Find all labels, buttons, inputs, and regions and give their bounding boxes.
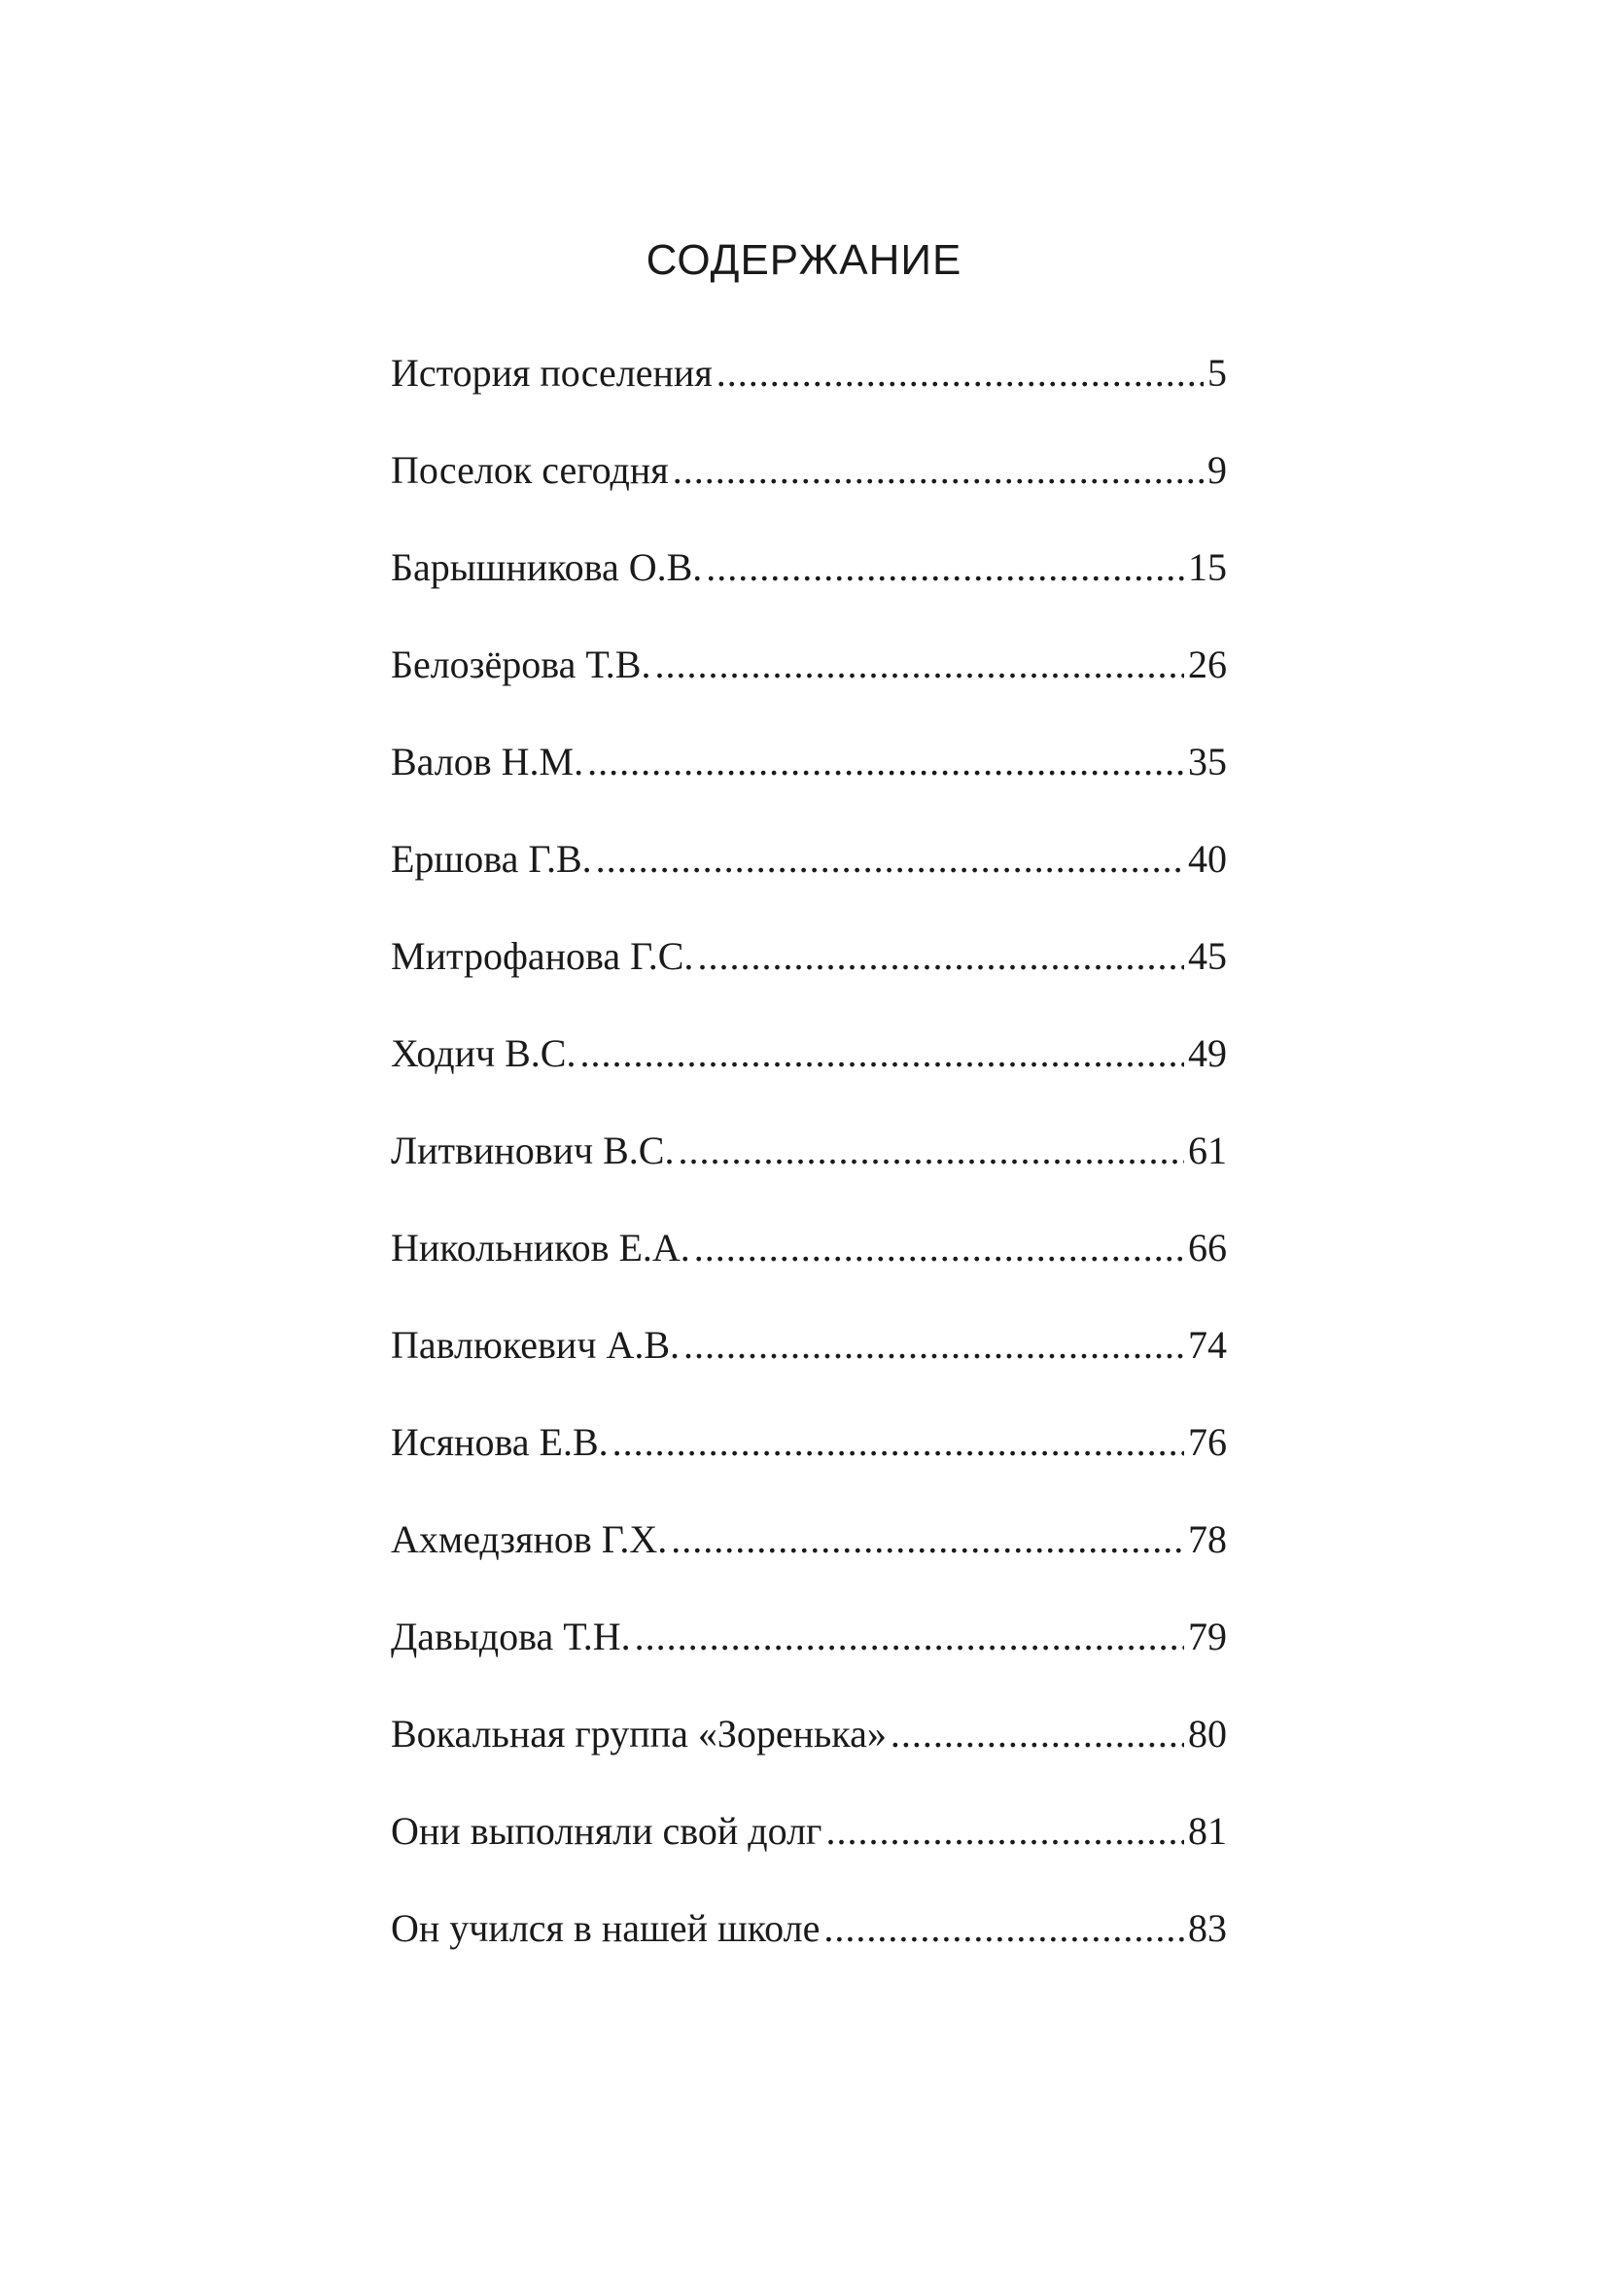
toc-entry-page: 79 xyxy=(1188,1615,1227,1658)
dot-leader xyxy=(596,830,1184,888)
toc-entry-page: 15 xyxy=(1188,545,1227,589)
toc-entry-label: Он учился в нашей школе xyxy=(391,1906,821,1950)
toc-entry[interactable] xyxy=(391,830,1227,927)
toc-entry[interactable] xyxy=(391,636,1227,733)
toc-entry-label: Поселок сегодня xyxy=(391,448,669,492)
toc-entry-label: Вокальная группа «Зоренька» xyxy=(391,1712,887,1756)
dot-leader xyxy=(678,1122,1184,1180)
toc-entry-page: 35 xyxy=(1188,740,1227,783)
toc-entry-page: 9 xyxy=(1207,448,1227,492)
toc-entry-page: 61 xyxy=(1188,1129,1227,1172)
toc-entry-page: 80 xyxy=(1188,1712,1227,1756)
toc-entry-page: 81 xyxy=(1188,1809,1227,1853)
dot-leader xyxy=(673,441,1204,500)
toc-entry-label: Митрофанова Г.С. xyxy=(391,934,694,978)
toc-entry-label: Барышникова О.В. xyxy=(391,545,703,589)
toc-entry-page: 74 xyxy=(1188,1323,1227,1367)
toc-entry[interactable] xyxy=(391,1608,1227,1705)
toc-entry[interactable] xyxy=(391,927,1227,1025)
toc-entry-page: 40 xyxy=(1188,837,1227,881)
toc-entry-label: Павлюкевич А.В. xyxy=(391,1323,681,1367)
toc-entry[interactable] xyxy=(391,344,1227,441)
dot-leader xyxy=(891,1705,1184,1763)
toc-entry-page: 26 xyxy=(1188,643,1227,686)
toc-entry-page: 76 xyxy=(1188,1420,1227,1464)
toc-entry[interactable] xyxy=(391,1219,1227,1316)
toc-entry-page: 5 xyxy=(1207,351,1227,395)
dot-leader xyxy=(612,1413,1184,1472)
toc-entry-label: История поселения xyxy=(391,351,713,395)
dot-leader xyxy=(654,636,1184,694)
toc-entry-label: Они выполняли свой долг xyxy=(391,1809,822,1853)
toc-entry[interactable] xyxy=(391,441,1227,539)
toc-entry-label: Ахмедзянов Г.Х. xyxy=(391,1517,668,1561)
dot-leader xyxy=(579,1025,1184,1083)
toc-entry[interactable] xyxy=(391,1899,1227,1997)
toc-entry[interactable] xyxy=(391,539,1227,636)
toc-entry[interactable] xyxy=(391,1122,1227,1219)
toc-entry-label: Литвинович В.С. xyxy=(391,1129,675,1172)
toc-entry[interactable] xyxy=(391,1025,1227,1122)
dot-leader xyxy=(717,344,1204,402)
dot-leader xyxy=(825,1802,1184,1861)
toc-entry[interactable] xyxy=(391,1511,1227,1608)
toc-entry-page: 45 xyxy=(1188,934,1227,978)
toc-entry-page: 49 xyxy=(1188,1031,1227,1075)
dot-leader xyxy=(671,1511,1184,1569)
toc-entry-label: Исянова Е.В. xyxy=(391,1420,609,1464)
toc-entry-label: Валов Н.М. xyxy=(391,740,584,783)
dot-leader xyxy=(823,1899,1184,1958)
dot-leader xyxy=(694,1219,1184,1277)
toc-entry-label: Ершова Г.В. xyxy=(391,837,592,881)
toc-entry-page: 83 xyxy=(1188,1906,1227,1950)
dot-leader xyxy=(683,1316,1184,1374)
toc-entry-label: Давыдова Т.Н. xyxy=(391,1615,631,1658)
dot-leader xyxy=(635,1608,1184,1666)
toc-entry-page: 78 xyxy=(1188,1517,1227,1561)
toc-entry-label: Никольников Е.А. xyxy=(391,1226,690,1270)
page-title: СОДЕРЖАНИЕ xyxy=(646,236,962,284)
toc-entry[interactable] xyxy=(391,1413,1227,1511)
toc-entry-label: Белозёрова Т.В. xyxy=(391,643,651,686)
toc-entry-page: 66 xyxy=(1188,1226,1227,1270)
dot-leader xyxy=(587,733,1184,791)
toc-entry-label: Ходич В.С. xyxy=(391,1031,577,1075)
toc-entry[interactable] xyxy=(391,1802,1227,1899)
dot-leader xyxy=(706,539,1184,597)
toc-entry[interactable] xyxy=(391,1705,1227,1802)
toc-entry[interactable] xyxy=(391,1316,1227,1413)
table-of-contents xyxy=(391,344,1227,1997)
toc-entry[interactable] xyxy=(391,733,1227,830)
dot-leader xyxy=(697,927,1184,986)
